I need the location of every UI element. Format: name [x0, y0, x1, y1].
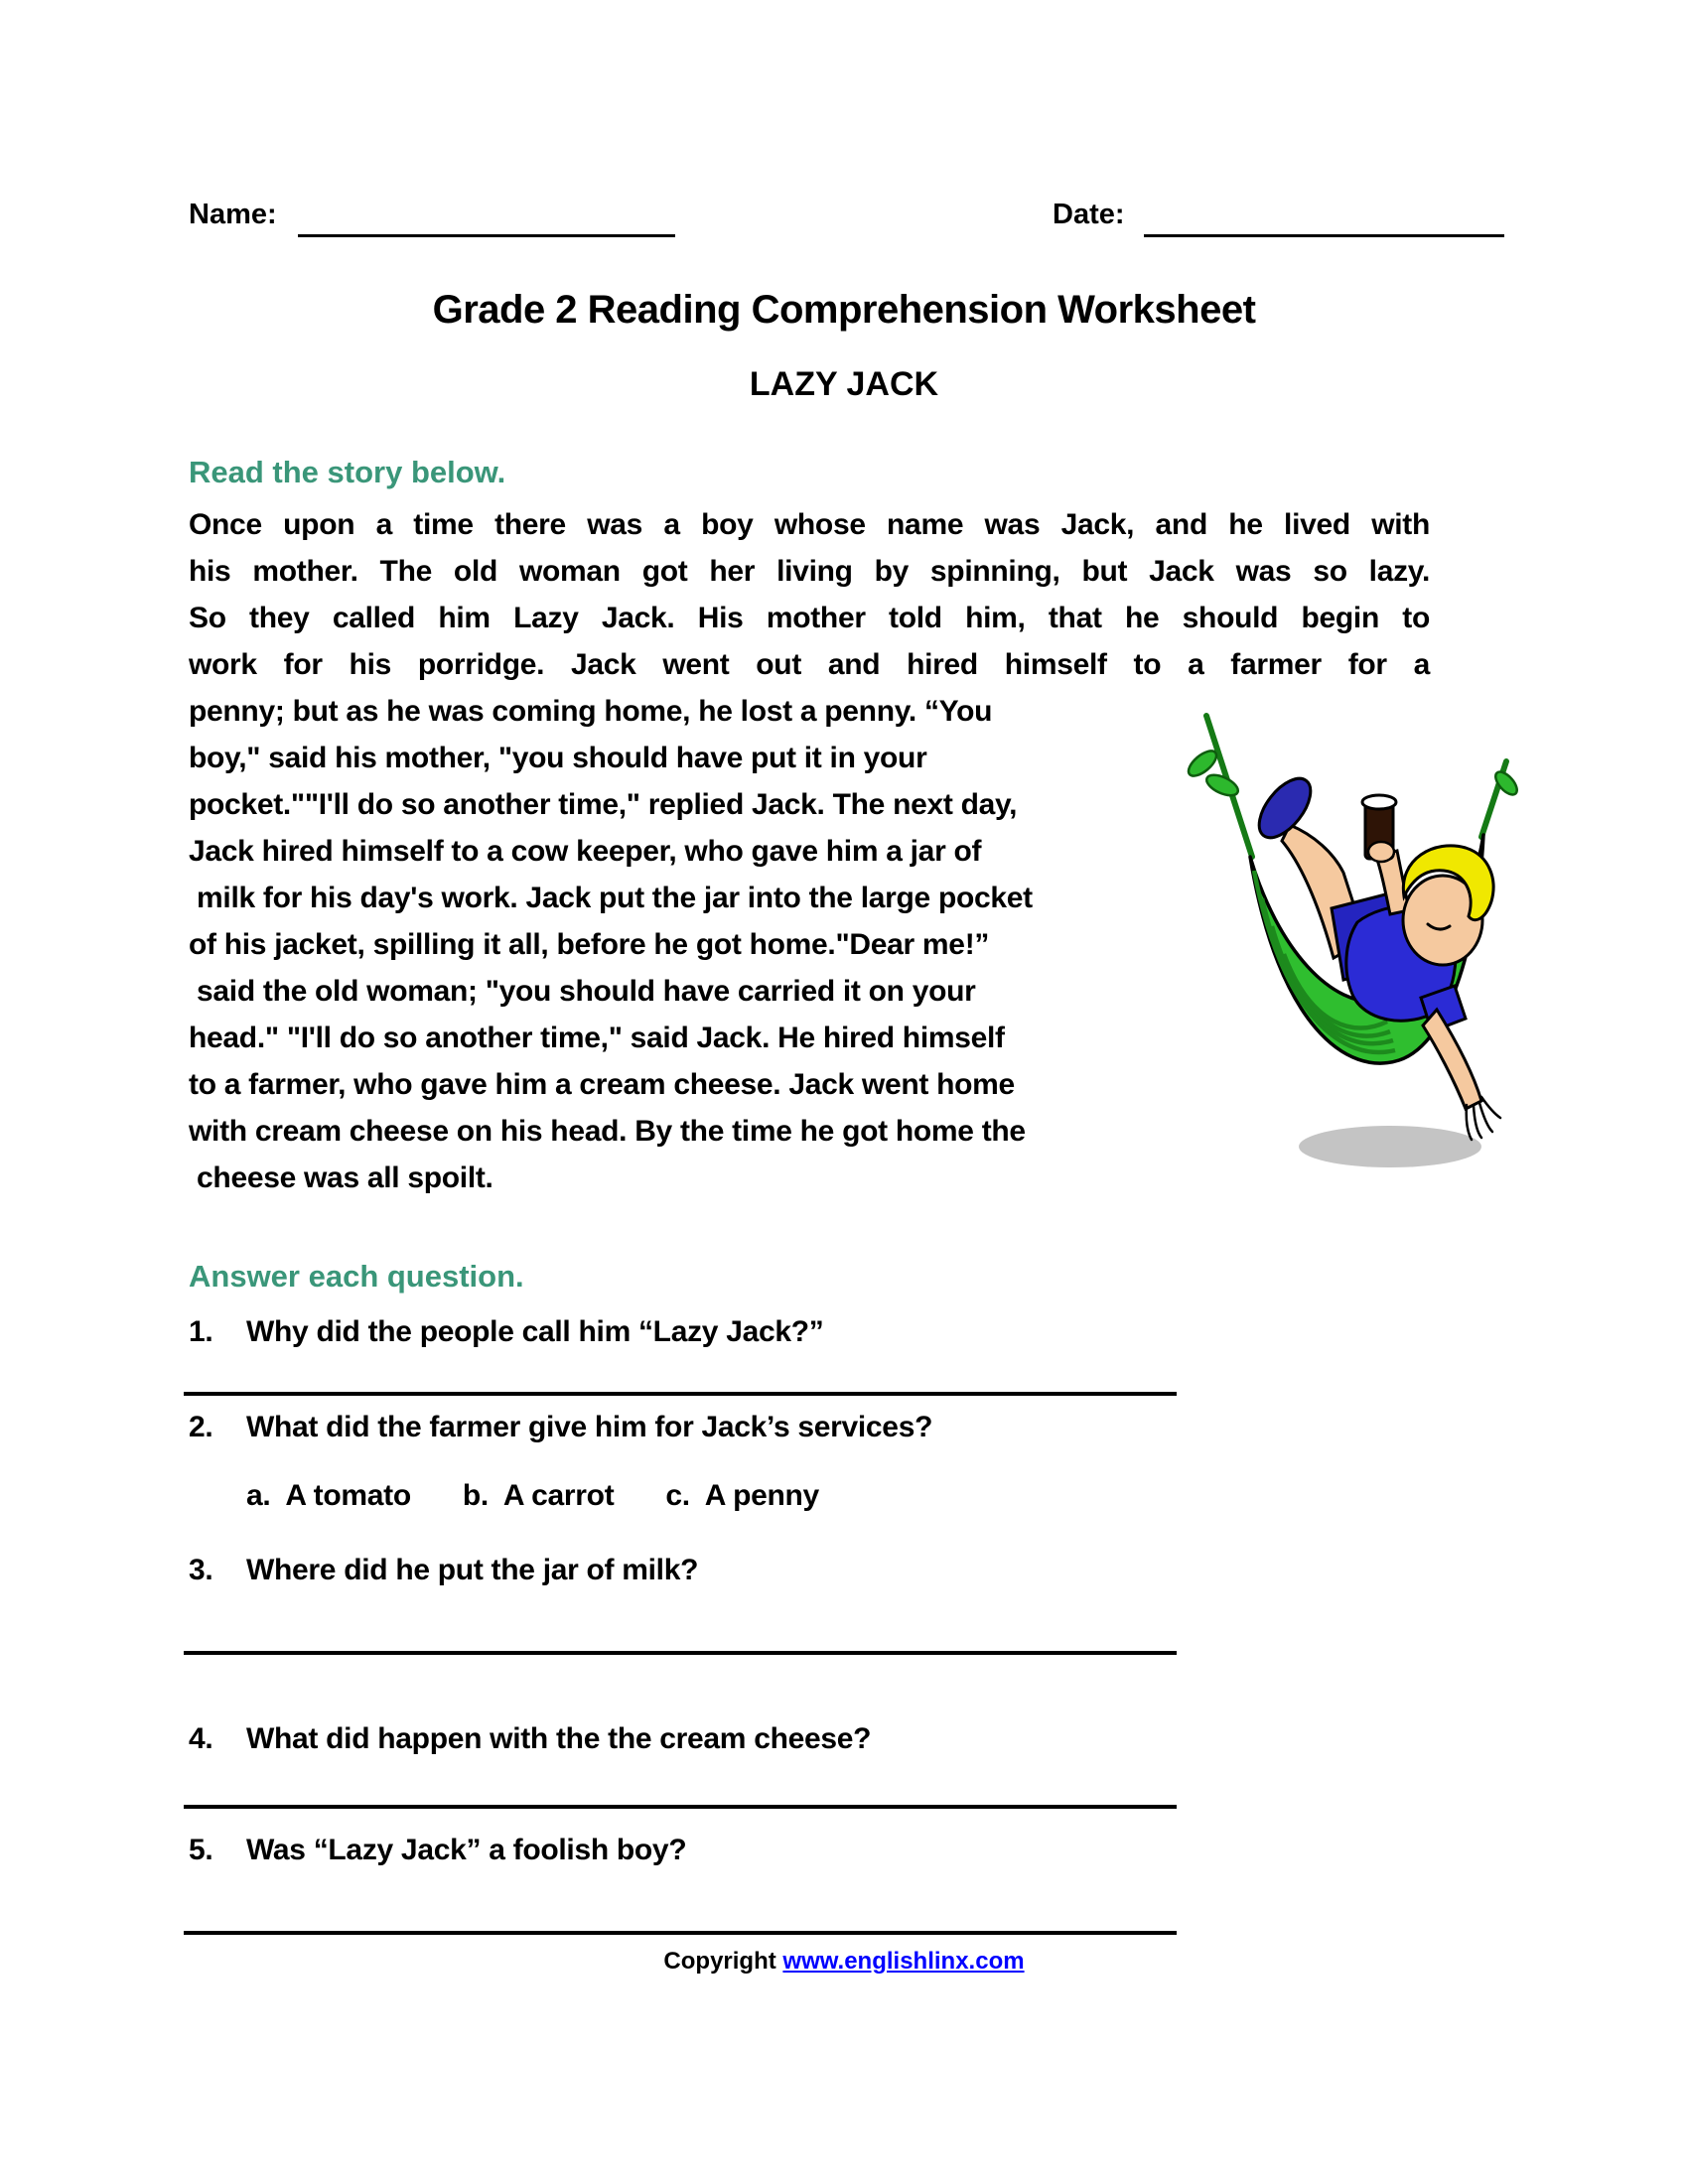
story-line: said the old woman; "you should have carried it on your — [189, 975, 976, 1008]
story-title: LAZY JACK — [749, 365, 939, 403]
answer-line — [184, 1651, 1177, 1655]
name-label: Name: — [189, 199, 277, 230]
page-title: Grade 2 Reading Comprehension Worksheet — [432, 288, 1256, 332]
question-text: What did the farmer give him for Jack’s services? — [246, 1411, 933, 1443]
question-4 — [189, 1719, 1192, 1759]
question-text: What did happen with the the cream cheese? — [246, 1722, 872, 1755]
date-label: Date: — [1053, 199, 1125, 230]
story-line: pocket.""I'll do so another time," replied Jack. The next day, — [189, 788, 1018, 821]
boy-hand-on-glass — [1368, 842, 1394, 862]
read-story-heading: Read the story below. — [189, 455, 506, 489]
hammock-boy-drawing — [1187, 710, 1519, 1176]
question-number: 4. — [189, 1722, 213, 1755]
englishlinx-link[interactable]: www.englishlinx.com — [782, 1948, 1025, 1975]
vine-leaves — [1187, 747, 1519, 799]
question-2 — [189, 1408, 1192, 1447]
question-number: 3. — [189, 1554, 213, 1586]
ground-shadow — [1299, 1126, 1481, 1167]
story-line: cheese was all spoilt. — [189, 1161, 493, 1194]
story-line: Once upon a time there was a boy whose name was Jack, and he lived with — [189, 508, 1430, 541]
question-3 — [189, 1551, 1192, 1590]
question-text: Why did the people call him “Lazy Jack?” — [246, 1315, 824, 1348]
answer-questions-heading: Answer each question. — [189, 1259, 524, 1294]
date-blank-line — [1144, 234, 1504, 237]
hammock-ropes — [1206, 716, 1506, 857]
option-b: b. A carrot — [462, 1479, 615, 1512]
question-text: Where did he put the jar of milk? — [246, 1554, 699, 1586]
glass-rim — [1362, 795, 1396, 809]
copyright-line — [0, 1948, 1688, 1976]
story-line: his mother. The old woman got her living by spinning, but Jack was so lazy. — [189, 555, 1430, 588]
story-line: head." "I'll do so another time," said Jack. He hired himself — [189, 1022, 1005, 1054]
question-number: 5. — [189, 1834, 213, 1866]
story-line: to a farmer, who gave him a cream cheese. Jack went home — [189, 1068, 1015, 1101]
answer-line — [184, 1805, 1177, 1809]
question-1 — [189, 1312, 1192, 1352]
question-2-options — [246, 1479, 819, 1513]
question-number: 2. — [189, 1411, 213, 1443]
story-line: with cream cheese on his head. By the time he got home the — [189, 1115, 1026, 1148]
option-a: a. A tomato — [246, 1479, 411, 1512]
story-line: penny; but as he was coming home, he lost a penny. “You — [189, 695, 993, 728]
question-number: 1. — [189, 1315, 213, 1348]
copyright-text: Copyright — [663, 1948, 783, 1975]
name-blank-line — [298, 234, 675, 237]
story-line: milk for his day's work. Jack put the jar into the large pocket — [189, 882, 1033, 914]
story-line: Jack hired himself to a cow keeper, who gave him a jar of — [189, 835, 982, 868]
question-5 — [189, 1831, 1192, 1870]
story-line: of his jacket, spilling it all, before he got home."Dear me!” — [189, 928, 990, 961]
question-text: Was “Lazy Jack” a foolish boy? — [246, 1834, 687, 1866]
lazy-jack-illustration — [1187, 710, 1519, 1176]
answer-line — [184, 1392, 1177, 1396]
story-line: So they called him Lazy Jack. His mother told him, that he should begin to — [189, 602, 1430, 634]
story-line: work for his porridge. Jack went out and hired himself to a farmer for a — [189, 648, 1430, 681]
answer-line — [184, 1931, 1177, 1935]
option-c: c. A penny — [665, 1479, 819, 1512]
story-line: boy," said his mother, "you should have put it in your — [189, 742, 927, 774]
